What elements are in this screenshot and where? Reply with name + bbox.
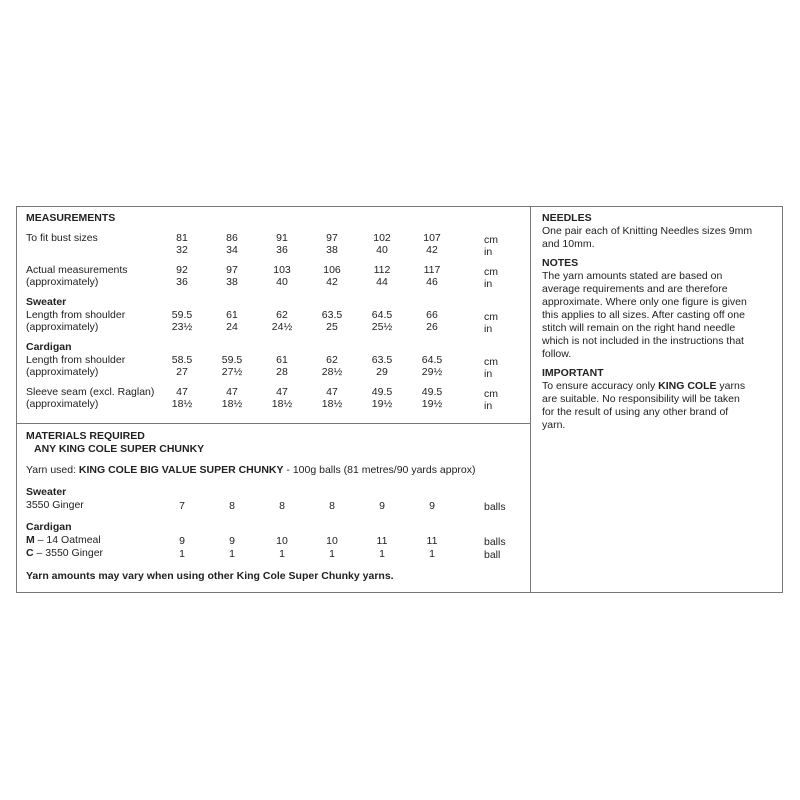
cm-value: 62 <box>276 309 288 321</box>
section-heading: Cardigan <box>26 341 72 353</box>
sweater-item: 3550 Ginger <box>26 499 84 511</box>
in-value: 18½ <box>171 398 193 410</box>
cm-value: 59.5 <box>221 354 243 366</box>
in-value: 36 <box>276 244 288 256</box>
cm-value: 102 <box>373 232 391 244</box>
important-line-3: for the result of using any other brand of <box>542 406 729 418</box>
in-value: 24½ <box>271 321 293 333</box>
unit-in: in <box>484 246 493 258</box>
cardigan-c-balls: 1 <box>329 548 335 560</box>
in-value: 42 <box>326 276 338 288</box>
cardigan-c-unit: ball <box>484 549 501 561</box>
cm-value: 59.5 <box>171 309 193 321</box>
cm-value: 63.5 <box>321 309 343 321</box>
in-value: 38 <box>326 244 338 256</box>
cardigan-m-item: M – 14 Oatmeal <box>26 534 101 546</box>
in-value: 19½ <box>371 398 393 410</box>
needles-line-2: and 10mm. <box>542 238 595 250</box>
section-divider <box>16 423 531 424</box>
notes-line-1: The yarn amounts stated are based on <box>542 270 723 282</box>
in-value: 27½ <box>221 366 243 378</box>
unit-cm: cm <box>484 311 498 323</box>
cardigan-c-balls: 1 <box>229 548 235 560</box>
in-value: 28½ <box>321 366 343 378</box>
materials-note: Yarn amounts may vary when using other King Cole Super Chunky yarns. <box>26 570 394 582</box>
row-label-sub: (approximately) <box>26 398 99 410</box>
cardigan-c-balls: 1 <box>279 548 285 560</box>
cardigan-c-balls: 1 <box>379 548 385 560</box>
cardigan-m-balls: 9 <box>229 535 235 547</box>
unit-in: in <box>484 278 493 290</box>
sweater-balls: 7 <box>179 500 185 512</box>
notes-line-4: this applies to all sizes. After casting off one <box>542 309 745 321</box>
cm-value: 62 <box>326 354 338 366</box>
cm-value: 63.5 <box>371 354 393 366</box>
cm-value: 103 <box>273 264 291 276</box>
cm-value: 64.5 <box>421 354 443 366</box>
in-value: 29½ <box>421 366 443 378</box>
cardigan-m-balls: 10 <box>276 535 288 547</box>
in-value: 44 <box>376 276 388 288</box>
cm-value: 58.5 <box>171 354 193 366</box>
unit-cm: cm <box>484 234 498 246</box>
in-value: 18½ <box>221 398 243 410</box>
sweater-title: Sweater <box>26 486 67 498</box>
info-panel <box>542 212 778 432</box>
materials-subtitle: ANY KING COLE SUPER CHUNKY <box>34 443 205 455</box>
important-line-1: To ensure accuracy only KING COLE yarns <box>542 380 746 392</box>
unit-in: in <box>484 323 493 335</box>
cm-value: 92 <box>176 264 188 276</box>
cm-value: 97 <box>326 232 338 244</box>
sweater-unit: balls <box>484 501 506 513</box>
in-value: 38 <box>226 276 238 288</box>
cm-value: 61 <box>226 309 238 321</box>
cm-value: 66 <box>426 309 438 321</box>
in-value: 42 <box>426 244 438 256</box>
row-label: Length from shoulder <box>26 354 126 366</box>
in-value: 27 <box>176 366 188 378</box>
materials-title: MATERIALS REQUIRED <box>26 430 145 442</box>
cardigan-c-balls: 1 <box>429 548 435 560</box>
cm-value: 47 <box>276 386 288 398</box>
notes-line-7: follow. <box>542 348 572 360</box>
cm-value: 86 <box>226 232 238 244</box>
in-value: 25 <box>326 321 338 333</box>
in-value: 36 <box>176 276 188 288</box>
cm-value: 61 <box>276 354 288 366</box>
section-heading: Sweater <box>26 296 67 308</box>
notes-line-2: average requirements and are therefore <box>542 283 728 295</box>
measurements-title: MEASUREMENTS <box>26 212 116 224</box>
cardigan-title: Cardigan <box>26 521 72 533</box>
important-line-4: yarn. <box>542 419 566 431</box>
important-line-2: are suitable. No responsibility will be taken <box>542 393 740 405</box>
notes-line-6: which is not included in the instructions that <box>542 335 744 347</box>
unit-in: in <box>484 400 493 412</box>
in-value: 46 <box>426 276 438 288</box>
cm-value: 97 <box>226 264 238 276</box>
cardigan-m-balls: 10 <box>326 535 338 547</box>
in-value: 28 <box>276 366 288 378</box>
in-value: 18½ <box>321 398 343 410</box>
in-value: 29 <box>376 366 388 378</box>
row-label-sub: (approximately) <box>26 321 99 333</box>
in-value: 24 <box>226 321 238 333</box>
row-label: Actual measurements <box>26 264 128 276</box>
row-label-sub: (approximately) <box>26 366 99 378</box>
cm-value: 91 <box>276 232 288 244</box>
notes-line-5: stitch will remain on the right hand needle <box>542 322 736 334</box>
cm-value: 47 <box>326 386 338 398</box>
cardigan-c-item: C – 3550 Ginger <box>26 547 104 559</box>
row-label: Length from shoulder <box>26 309 126 321</box>
in-value: 25½ <box>371 321 393 333</box>
sweater-balls: 9 <box>379 500 385 512</box>
cardigan-m-balls: 11 <box>426 535 438 547</box>
in-value: 19½ <box>421 398 443 410</box>
row-label: To fit bust sizes <box>26 232 98 244</box>
yarn-used: Yarn used: KING COLE BIG VALUE SUPER CHUNKY - 100g balls (81 metres/90 yards approx) <box>26 464 476 476</box>
cm-value: 47 <box>176 386 188 398</box>
in-value: 23½ <box>171 321 193 333</box>
cm-value: 49.5 <box>421 386 443 398</box>
notes-title: NOTES <box>542 257 579 269</box>
cardigan-c-balls: 1 <box>179 548 185 560</box>
cardigan-m-unit: balls <box>484 536 506 548</box>
cm-value: 49.5 <box>371 386 393 398</box>
in-value: 40 <box>376 244 388 256</box>
sweater-balls: 8 <box>229 500 235 512</box>
row-label: Sleeve seam (excl. Raglan) <box>26 386 155 398</box>
cm-value: 112 <box>373 264 391 276</box>
in-value: 18½ <box>271 398 293 410</box>
needles-title: NEEDLES <box>542 212 592 224</box>
row-label-sub: (approximately) <box>26 276 99 288</box>
cm-value: 64.5 <box>371 309 393 321</box>
column-divider <box>530 206 531 593</box>
sweater-balls: 8 <box>279 500 285 512</box>
unit-cm: cm <box>484 388 498 400</box>
in-value: 32 <box>176 244 188 256</box>
unit-in: in <box>484 368 493 380</box>
sweater-balls: 8 <box>329 500 335 512</box>
unit-cm: cm <box>484 266 498 278</box>
cardigan-m-balls: 11 <box>376 535 388 547</box>
unit-cm: cm <box>484 356 498 368</box>
in-value: 26 <box>426 321 438 333</box>
cm-value: 117 <box>423 264 441 276</box>
cm-value: 106 <box>323 264 341 276</box>
needles-line-1: One pair each of Knitting Needles sizes 9mm <box>542 225 753 237</box>
in-value: 40 <box>276 276 288 288</box>
cardigan-m-balls: 9 <box>179 535 185 547</box>
notes-line-3: approximate. Where only one figure is given <box>542 296 747 308</box>
in-value: 34 <box>226 244 238 256</box>
cm-value: 81 <box>176 232 188 244</box>
cm-value: 47 <box>226 386 238 398</box>
cm-value: 107 <box>423 232 441 244</box>
important-title: IMPORTANT <box>542 367 604 379</box>
sweater-balls: 9 <box>429 500 435 512</box>
